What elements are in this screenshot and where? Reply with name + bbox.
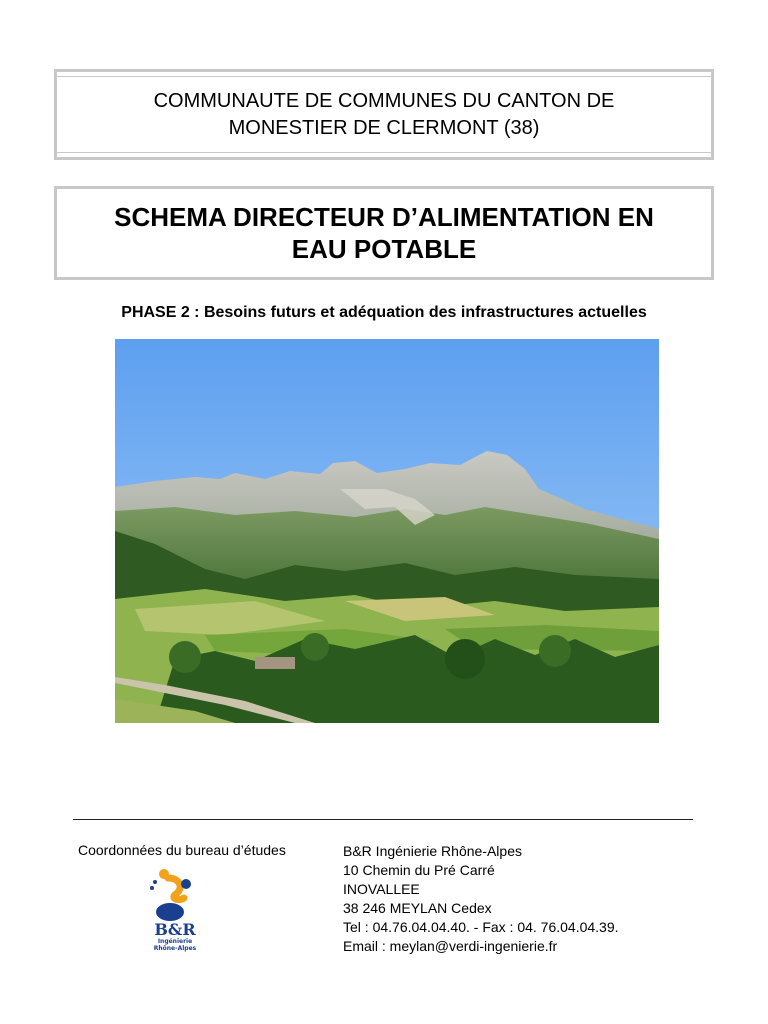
logo-figure-icon [140,868,210,928]
header-line-1: COMMUNAUTE DE COMMUNES DU CANTON DE [153,89,615,112]
header-line-2: MONESTIER DE CLERMONT (38) [228,116,540,139]
company-name: B&R Ingénierie Rhône-Alpes [343,843,522,859]
footer-divider [73,819,693,820]
header-box [54,69,714,160]
logo-line-1: Ingénierie [157,938,193,945]
phase-subtitle: PHASE 2 : Besoins futurs et adéquation des infrastructures actuelles [121,304,647,321]
address-line-1: 10 Chemin du Pré Carré [343,862,495,878]
title-box [54,186,714,280]
br-ingenierie-logo [140,868,210,954]
title-line-1: SCHEMA DIRECTEUR D’ALIMENTATION EN [114,202,654,232]
header-inner [57,76,711,153]
company-address [343,842,619,956]
mountain-landscape-photo [115,339,659,723]
logo-line-2: Rhône-Alpes [153,945,197,952]
title-line-2: EAU POTABLE [291,234,477,264]
phone-fax: Tel : 04.76.04.04.40. - Fax : 04. 76.04.04.39. [343,919,619,935]
address-line-2: INOVALLEE [343,881,420,897]
address-line-3: 38 246 MEYLAN Cedex [343,900,492,916]
email-address: Email : meylan@verdi-ingenierie.fr [343,938,558,954]
logo-brand: B&R [154,920,196,939]
footer-label: Coordonnées du bureau d’études [78,842,286,858]
